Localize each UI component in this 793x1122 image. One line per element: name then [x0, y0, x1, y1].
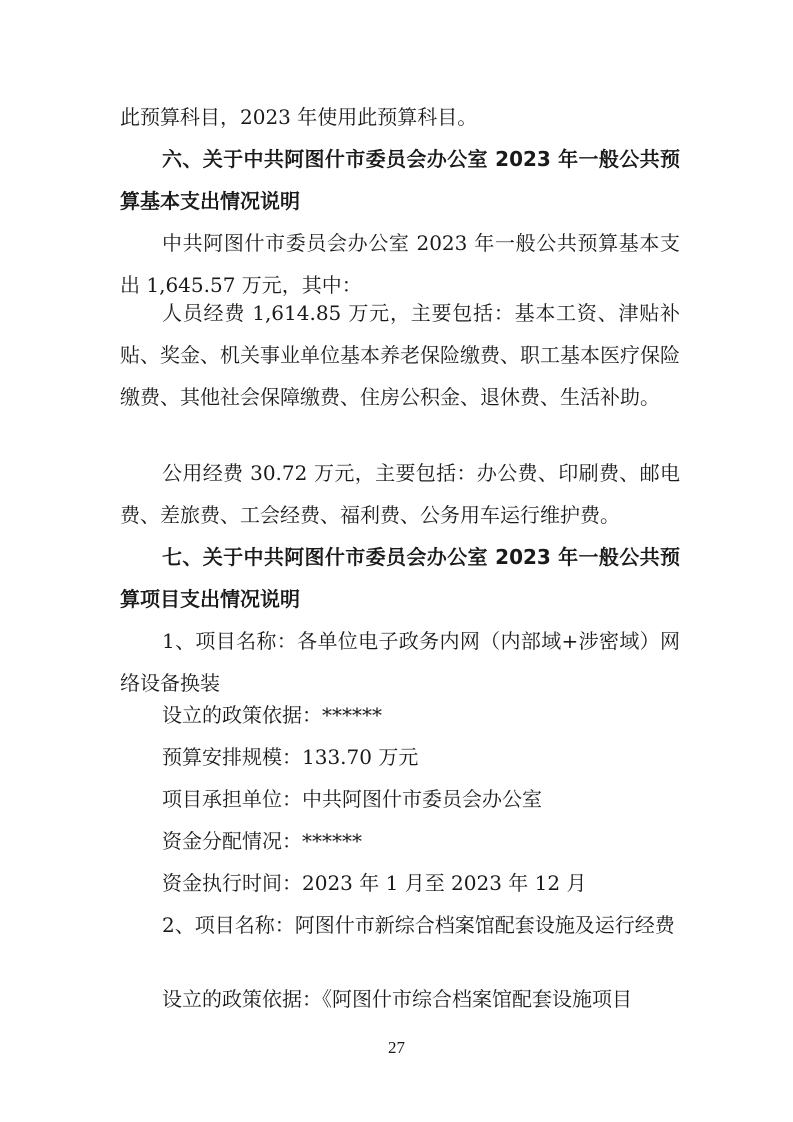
paragraph-personnel-expenses: 人员经费 1,614.85 万元，主要包括：基本工资、津贴补贴、奖金、机关事业单位基本养老保险缴费、职工基本医疗保险缴费、其他社会保障缴费、住房公积金、退休费、生活补助。 [120, 301, 680, 409]
project-1-execution-time: 资金执行时间：2023 年 1 月至 2023 年 12 月 [162, 871, 587, 895]
project-2-name: 2、项目名称：阿图什市新综合档案馆配套设施及运行经费 [162, 913, 675, 937]
section-heading-7: 七、关于中共阿图什市委员会办公室 2023 年一般公共预算项目支出情况说明 [120, 545, 680, 611]
page-number: 27 [388, 1038, 405, 1057]
project-1-undertaking-unit: 项目承担单位：中共阿图什市委员会办公室 [162, 787, 542, 811]
paragraph-continuation: 此预算科目，2023 年使用此预算科目。 [120, 105, 478, 129]
paragraph-basic-expenditure: 中共阿图什市委员会办公室 2023 年一般公共预算基本支出 1,645.57 万元，其中： [120, 231, 680, 297]
project-1-budget-scale: 预算安排规模：133.70 万元 [162, 745, 419, 769]
project-1-fund-allocation: 资金分配情况：****** [162, 829, 362, 853]
project-1-policy-basis: 设立的政策依据：****** [162, 703, 382, 727]
project-2-policy-basis: 设立的政策依据：《阿图什市综合档案馆配套设施项目 [162, 987, 632, 1011]
project-1-name: 1、项目名称：各单位电子政务内网（内部域+涉密域）网络设备换装 [120, 629, 680, 695]
section-heading-6: 六、关于中共阿图什市委员会办公室 2023 年一般公共预算基本支出情况说明 [120, 147, 680, 213]
paragraph-public-expenses: 公用经费 30.72 万元，主要包括：办公费、印刷费、邮电费、差旅费、工会经费、福利费、公务用车运行维护费。 [120, 461, 680, 527]
